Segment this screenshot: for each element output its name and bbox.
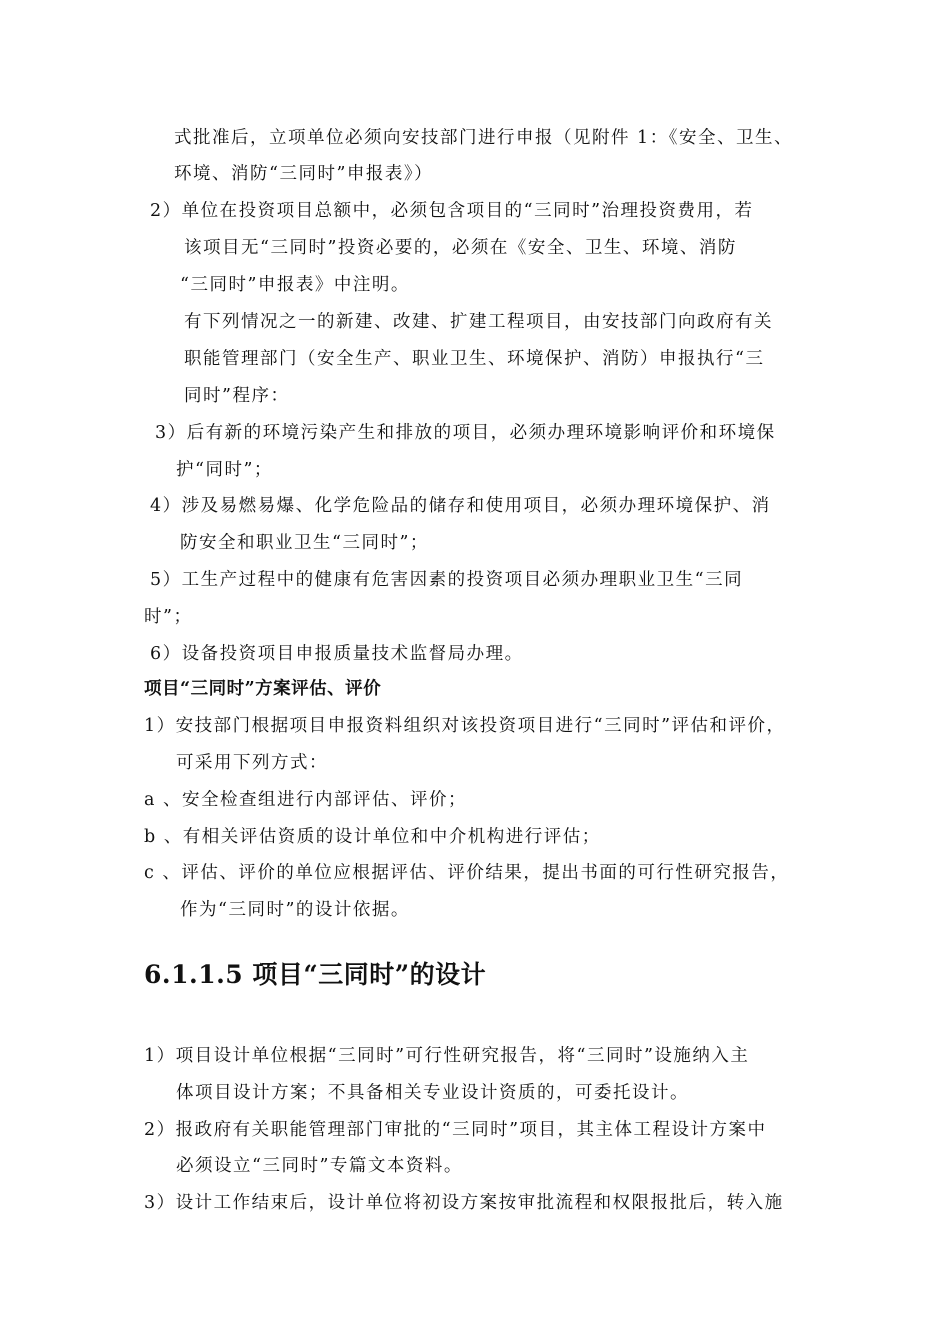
body-line: 可采用下列方式： [176, 753, 328, 773]
list-item-line: 4）涉及易燃易爆、化学危险品的储存和使用项目，必须办理环境保护、消 [150, 496, 771, 516]
list-item-line: b 、有相关评估资质的设计单位和中介机构进行评估； [144, 827, 601, 847]
body-line: 职能管理部门（安全生产、职业卫生、环境保护、消防）申报执行“三 [184, 349, 765, 369]
body-line: 作为“三同时”的设计依据。 [180, 900, 410, 920]
body-line: 必须设立“三同时”专篇文本资料。 [176, 1156, 463, 1176]
section-heading: 6.1.1.5 项目“三同时”的设计 [144, 960, 487, 989]
list-item-line: 3）后有新的环境污染产生和排放的项目，必须办理环境影响评价和环境保 [155, 423, 776, 443]
list-item-line: 2）报政府有关职能管理部门审批的“三同时”项目，其主体工程设计方案中 [144, 1120, 767, 1140]
body-line: 防安全和职业卫生“三同时”； [180, 533, 429, 553]
body-line: 体项目设计方案；不具备相关专业设计资质的，可委托设计。 [176, 1083, 689, 1103]
list-item-line: 1）安技部门根据项目申报资料组织对该投资项目进行“三同时”评估和评价， [144, 716, 786, 736]
body-line: 环境、消防“三同时”申报表》） [174, 164, 434, 184]
list-item-line: 6）设备投资项目申报质量技术监督局办理。 [150, 644, 524, 664]
body-line: 时”； [144, 607, 193, 627]
body-line: 该项目无“三同时”投资必要的，必须在《安全、卫生、环境、消防 [184, 238, 737, 258]
list-item-line: 3）设计工作结束后，设计单位将初设方案按审批流程和权限报批后，转入施 [144, 1193, 784, 1213]
body-line: 式批准后，立项单位必须向安技部门进行申报（见附件 1：《安全、卫生、 [174, 128, 793, 148]
list-item-line: c 、评估、评价的单位应根据评估、评价结果，提出书面的可行性研究报告， [144, 863, 790, 883]
body-line: 有下列情况之一的新建、改建、扩建工程项目，由安技部门向政府有关 [184, 312, 773, 332]
list-item-line: a 、安全检查组进行内部评估、评价； [144, 790, 467, 810]
list-item-line: 1）项目设计单位根据“三同时”可行性研究报告，将“三同时”设施纳入主 [144, 1046, 750, 1066]
list-item-line: 5）工生产过程中的健康有危害因素的投资项目必须办理职业卫生“三同 [150, 570, 744, 590]
list-item-line: 2）单位在投资项目总额中，必须包含项目的“三同时”治理投资费用，若 [150, 201, 754, 221]
body-line: “三同时”申报表》中注明。 [180, 275, 410, 295]
subsection-title: 项目“三同时”方案评估、评价 [144, 679, 382, 699]
body-line: 护“同时”； [176, 460, 273, 480]
body-line: 同时”程序： [184, 386, 290, 406]
